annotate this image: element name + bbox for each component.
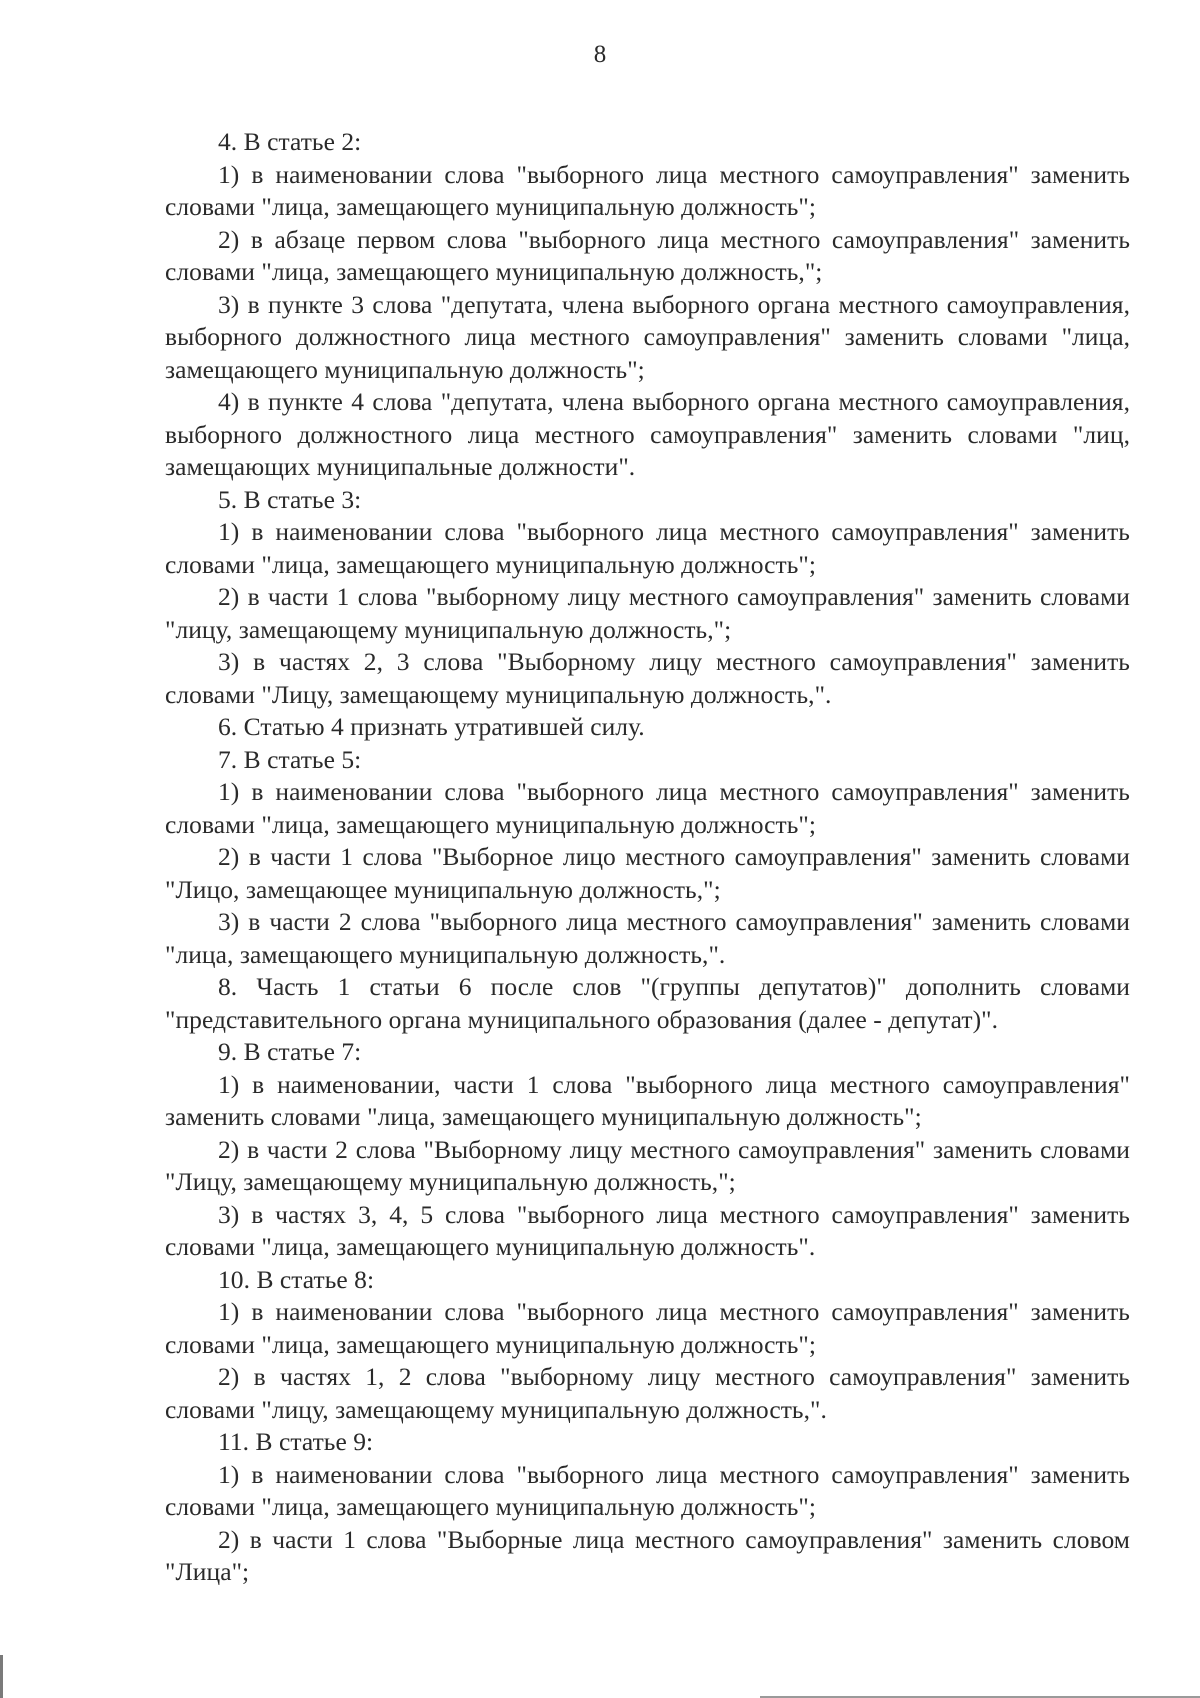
amendment-item: 1) в наименовании слова "выборного лица местного самоуправления" заменить словами "лица, замещающего муниципальную должность";: [165, 159, 1130, 221]
article-heading: 5. В статье 3:: [218, 484, 362, 514]
amendment-item: 3) в частях 3, 4, 5 слова "выборного лица местного самоуправления" заменить словами "лица, замещающего муниципальную должность".: [165, 1199, 1130, 1261]
document-body: [165, 126, 1130, 1589]
amendment-item: 2) в частях 1, 2 слова "выборному лицу местного самоуправления" заменить словами "лицу, замещающему муниципальную должность,".: [165, 1362, 1130, 1424]
amendment-item: 3) в пункте 3 слова "депутата, члена выборного органа местного самоуправления, выборного должностного лица местного самоуправления" заменить словами "лица, замещающего муниципальную должность";: [165, 289, 1130, 384]
amendment-item: 2) в части 1 слова "выборному лицу местного самоуправления" заменить словами "лицу, замещающему муниципальную должность,";: [165, 582, 1130, 644]
article-heading: 10. В статье 8:: [218, 1264, 375, 1294]
amendment-item: 2) в абзаце первом слова "выборного лица местного самоуправления" заменить словами "лица, замещающего муниципальную должность,";: [165, 224, 1130, 286]
amendment-item: 1) в наименовании, части 1 слова "выборного лица местного самоуправления" заменить словами "лица, замещающего муниципальную должность";: [165, 1069, 1130, 1131]
amendment-item: 3) в частях 2, 3 слова "Выборному лицу местного самоуправления" заменить словами "Лицу, замещающему муниципальную должность,".: [165, 647, 1130, 709]
article-heading: 4. В статье 2:: [218, 127, 362, 156]
amendment-item: 2) в части 2 слова "Выборному лицу местного самоуправления" заменить словами "Лицу, замещающему муниципальную должность,";: [165, 1134, 1130, 1196]
page-number: 8: [593, 41, 607, 68]
article-heading: 7. В статье 5:: [218, 744, 362, 774]
amendment-item: 4) в пункте 4 слова "депутата, члена выборного органа местного самоуправления, выборного должностного лица местного самоуправления" заменить словами "лиц, замещающих муниципальные должности".: [165, 387, 1130, 481]
article-heading: 11. В статье 9:: [218, 1427, 374, 1456]
amendment-item: 1) в наименовании слова "выборного лица местного самоуправления" заменить словами "лица, замещающего муниципальную должность";: [165, 1459, 1130, 1521]
amendment-item: 1) в наименовании слова "выборного лица местного самоуправления" заменить словами "лица, замещающего муниципальную должность";: [165, 1297, 1130, 1359]
amendment-item: 1) в наименовании слова "выборного лица местного самоуправления" заменить словами "лица, замещающего муниципальную должность";: [165, 777, 1130, 839]
amendment-item: 1) в наименовании слова "выборного лица местного самоуправления" заменить словами "лица, замещающего муниципальную должность";: [165, 517, 1130, 579]
article-heading: 8. Часть 1 статьи 6 после слов "(группы депутатов)" дополнить словами "представительного органа муниципального образования (далее - депутат)".: [165, 972, 1130, 1034]
article-heading: 9. В статье 7:: [218, 1037, 362, 1066]
article-heading: 6. Статью 4 признать утратившей силу.: [218, 712, 645, 741]
amendment-item: 2) в части 1 слова "Выборное лицо местного самоуправления" заменить словами "Лицо, замещающее муниципальную должность,";: [165, 842, 1130, 904]
scan-edge-mark: [0, 1655, 3, 1698]
amendment-item: 2) в части 1 слова "Выборные лица местного самоуправления" заменить словом "Лица";: [165, 1524, 1130, 1586]
amendment-item: 3) в части 2 слова "выборного лица местного самоуправления" заменить словами "лица, замещающего муниципальную должность,".: [165, 907, 1130, 969]
